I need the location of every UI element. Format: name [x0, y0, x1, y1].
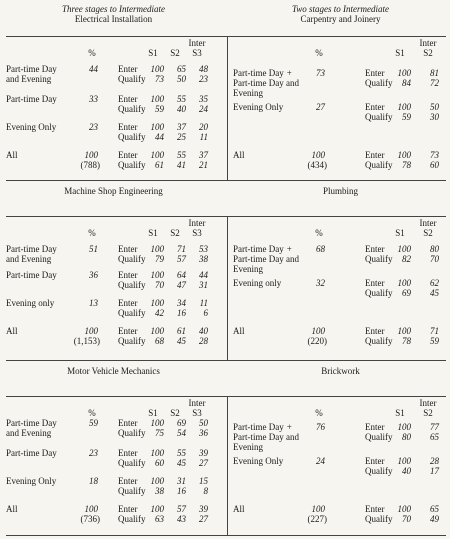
row-label-text: Evening Only	[6, 476, 57, 486]
enter-label: Enter	[365, 244, 385, 254]
enter-value: 40	[199, 326, 208, 336]
row-label-text: All	[233, 504, 245, 514]
qualify-value: 16	[177, 308, 186, 318]
row-percent: 13	[89, 298, 98, 308]
enter-value: 81	[430, 68, 439, 78]
row-label-text: Evening	[233, 264, 263, 274]
enter-value: 71	[177, 244, 186, 254]
row-percent: 100	[84, 326, 98, 336]
row-count: (1,153)	[73, 336, 100, 346]
enter-value: 65	[430, 504, 439, 514]
row-percent: 76	[316, 422, 325, 432]
enter-value: 100	[397, 504, 411, 514]
row-label-text: Part-time Day	[6, 64, 57, 74]
qualify-label: Qualify	[118, 132, 146, 142]
qualify-label: Qualify	[118, 74, 146, 84]
enter-value: 53	[199, 244, 208, 254]
qualify-value: 61	[155, 160, 164, 170]
row-percent: 24	[316, 456, 325, 466]
qualify-value: 21	[199, 160, 208, 170]
row-count: (227)	[307, 514, 327, 524]
enter-label: Enter	[365, 102, 385, 112]
qualify-value: 11	[199, 132, 208, 142]
enter-value: 55	[177, 94, 186, 104]
row-percent: 18	[89, 476, 98, 486]
row-label-text: Part-time Day	[233, 422, 284, 432]
enter-value: 50	[199, 418, 208, 428]
qualify-value: 8	[203, 486, 208, 496]
enter-label: Enter	[118, 64, 138, 74]
enter-value: 100	[397, 150, 411, 160]
stage-header: S2	[170, 228, 180, 238]
enter-value: 50	[430, 102, 439, 112]
row-label-text: All	[233, 150, 245, 160]
row-count: (434)	[307, 160, 327, 170]
stage-header: Inter S2	[419, 398, 437, 418]
panel-title	[233, 366, 448, 376]
qualify-value: 82	[402, 254, 411, 264]
enter-value: 100	[397, 278, 411, 288]
panel-title-line: Two stages to Intermediate	[291, 4, 390, 14]
qualify-value: 38	[155, 486, 164, 496]
enter-value: 65	[177, 64, 186, 74]
row-count: (220)	[307, 336, 327, 346]
qualify-label: Qualify	[118, 308, 146, 318]
row-percent: 32	[316, 278, 325, 288]
enter-label: Enter	[365, 456, 385, 466]
enter-value: 57	[177, 504, 186, 514]
enter-value: 100	[150, 448, 164, 458]
enter-label: Enter	[118, 94, 138, 104]
qualify-value: 45	[430, 288, 439, 298]
table-row	[6, 418, 221, 448]
enter-label: Enter	[365, 68, 385, 78]
qualify-value: 40	[177, 104, 186, 114]
row-label	[6, 448, 86, 458]
table-row	[6, 476, 221, 506]
row-label-text: Part-time Day	[233, 244, 284, 254]
row-label-text: Part-time Day and	[233, 78, 299, 88]
row-percent: 23	[89, 448, 98, 458]
qualify-value: 59	[155, 104, 164, 114]
row-label	[6, 504, 86, 514]
stage-header: S1	[395, 48, 405, 58]
qualify-value: 36	[199, 428, 208, 438]
qualify-value: 24	[199, 104, 208, 114]
qualify-value: 68	[155, 336, 164, 346]
qualify-value: 65	[430, 432, 439, 442]
enter-value: 100	[150, 244, 164, 254]
stage-header: Inter S3	[188, 398, 206, 418]
qualify-value: 38	[199, 254, 208, 264]
row-label-line	[6, 418, 86, 428]
qualify-value: 60	[430, 160, 439, 170]
enter-value: 44	[199, 270, 208, 280]
qualify-value: 60	[155, 458, 164, 468]
enter-label: Enter	[118, 504, 138, 514]
stage-header: S1	[148, 48, 158, 58]
enter-label: Enter	[118, 270, 138, 280]
row-label-text: Evening	[233, 442, 263, 452]
qualify-label: Qualify	[365, 288, 393, 298]
enter-value: 100	[397, 456, 411, 466]
stage-header: S1	[148, 228, 158, 238]
row-label-text: Part-time Day	[6, 244, 57, 254]
enter-value: 77	[430, 422, 439, 432]
enter-value: 100	[150, 326, 164, 336]
enter-label: Enter	[365, 504, 385, 514]
enter-label: Enter	[118, 418, 138, 428]
stage-header: S2	[170, 48, 180, 58]
qualify-label: Qualify	[365, 160, 393, 170]
enter-value: 100	[150, 150, 164, 160]
panel-title-line: Carpentry and Joinery	[300, 14, 381, 24]
row-label-text: Part-time Day	[6, 418, 57, 428]
enter-value: 34	[177, 298, 186, 308]
vertical-rule	[227, 216, 228, 360]
enter-label: Enter	[118, 298, 138, 308]
table-panel	[233, 0, 448, 539]
qualify-label: Qualify	[365, 336, 393, 346]
row-count: (736)	[80, 514, 100, 524]
row-percent: 68	[316, 244, 325, 254]
qualify-value: 70	[155, 280, 164, 290]
enter-value: 39	[199, 504, 208, 514]
qualify-label: Qualify	[118, 486, 146, 496]
qualify-value: 78	[402, 160, 411, 170]
enter-label: Enter	[118, 244, 138, 254]
enter-value: 15	[199, 476, 208, 486]
enter-value: 37	[199, 150, 208, 160]
plus-sign: +	[286, 68, 292, 78]
qualify-value: 78	[402, 336, 411, 346]
percent-header: %	[88, 408, 96, 418]
row-label-text: Evening Only	[233, 456, 284, 466]
row-percent: 100	[311, 504, 325, 514]
qualify-value: 31	[199, 280, 208, 290]
panel-title-line: Plumbing	[322, 186, 358, 196]
enter-label: Enter	[365, 422, 385, 432]
enter-value: 100	[150, 298, 164, 308]
enter-label: Enter	[118, 326, 138, 336]
qualify-value: 16	[177, 486, 186, 496]
row-percent: 100	[84, 504, 98, 514]
enter-label: Enter	[118, 448, 138, 458]
qualify-value: 73	[155, 74, 164, 84]
enter-value: 39	[199, 448, 208, 458]
vertical-rule	[227, 396, 228, 535]
row-label-text: All	[233, 326, 245, 336]
qualify-label: Qualify	[365, 112, 393, 122]
stage-header: S1	[148, 408, 158, 418]
enter-label: Enter	[365, 278, 385, 288]
enter-label: Enter	[118, 476, 138, 486]
enter-value: 31	[177, 476, 186, 486]
qualify-value: 43	[177, 514, 186, 524]
enter-value: 48	[199, 64, 208, 74]
enter-value: 100	[397, 422, 411, 432]
row-label-text: Part-time Day and	[233, 432, 299, 442]
stage-header: S2	[170, 408, 180, 418]
row-label-line	[6, 476, 86, 486]
qualify-label: Qualify	[118, 428, 146, 438]
enter-value: 100	[397, 68, 411, 78]
qualify-label: Qualify	[118, 254, 146, 264]
row-label-text: and Evening	[6, 74, 52, 84]
qualify-label: Qualify	[118, 458, 146, 468]
qualify-value: 23	[199, 74, 208, 84]
row-label-text: Part-time Day	[6, 94, 57, 104]
stage-header: Inter S3	[188, 218, 206, 238]
enter-value: 55	[177, 150, 186, 160]
qualify-value: 28	[199, 336, 208, 346]
qualify-value: 49	[430, 514, 439, 524]
qualify-value: 54	[177, 428, 186, 438]
row-label-text: Evening	[233, 88, 263, 98]
qualify-value: 45	[177, 336, 186, 346]
row-percent: 100	[311, 326, 325, 336]
row-percent: 100	[311, 150, 325, 160]
stage-header: S1	[395, 408, 405, 418]
row-label-text: and Evening	[6, 428, 52, 438]
enter-value: 69	[177, 418, 186, 428]
qualify-value: 17	[430, 466, 439, 476]
qualify-label: Qualify	[365, 78, 393, 88]
table-row	[233, 456, 448, 486]
row-percent: 59	[89, 418, 98, 428]
row-label-text: Part-time Day	[6, 448, 57, 458]
percent-header: %	[315, 228, 323, 238]
percent-header: %	[88, 228, 96, 238]
row-label-text: All	[6, 504, 18, 514]
qualify-value: 41	[177, 160, 186, 170]
enter-label: Enter	[118, 122, 138, 132]
row-percent: 36	[89, 270, 98, 280]
stage-header: Inter S2	[419, 218, 437, 238]
row-label-text: Part-time Day	[233, 68, 284, 78]
table-panel	[6, 0, 221, 539]
enter-value: 80	[430, 244, 439, 254]
qualify-label: Qualify	[118, 104, 146, 114]
row-percent: 73	[316, 68, 325, 78]
qualify-value: 80	[402, 432, 411, 442]
row-label-text: Evening only	[6, 298, 55, 308]
qualify-value: 57	[177, 254, 186, 264]
qualify-value: 84	[402, 78, 411, 88]
table-row	[6, 448, 221, 478]
enter-value: 100	[150, 504, 164, 514]
vertical-rule	[227, 36, 228, 180]
qualify-label: Qualify	[118, 514, 146, 524]
row-label-text: All	[6, 326, 18, 336]
qualify-label: Qualify	[118, 336, 146, 346]
row-label-text: Evening Only	[233, 102, 284, 112]
qualify-value: 63	[155, 514, 164, 524]
table-row	[6, 504, 221, 534]
percent-header: %	[315, 408, 323, 418]
panel-title-line: Machine Shop Engineering	[64, 186, 163, 196]
row-percent: 100	[84, 150, 98, 160]
enter-value: 100	[150, 418, 164, 428]
row-label-text: Part-time Day	[6, 270, 57, 280]
row-label-line	[6, 448, 86, 458]
stage-header: Inter S2	[419, 38, 437, 58]
row-label-line	[6, 428, 86, 438]
row-percent: 44	[89, 64, 98, 74]
panel-title-line: Electrical Installation	[74, 14, 153, 24]
table-row	[233, 422, 448, 452]
row-label-text: All	[6, 150, 18, 160]
qualify-value: 30	[430, 112, 439, 122]
qualify-value: 50	[177, 74, 186, 84]
enter-value: 37	[177, 122, 186, 132]
qualify-label: Qualify	[365, 466, 393, 476]
enter-value: 100	[397, 102, 411, 112]
qualify-value: 70	[430, 254, 439, 264]
row-label	[6, 418, 86, 438]
qualify-label: Qualify	[118, 160, 146, 170]
qualify-value: 69	[402, 288, 411, 298]
row-count: (788)	[80, 160, 100, 170]
row-percent: 27	[316, 102, 325, 112]
qualify-value: 72	[430, 78, 439, 88]
row-label-line	[233, 442, 333, 452]
enter-value: 100	[150, 270, 164, 280]
qualify-value: 75	[155, 428, 164, 438]
enter-value: 100	[150, 476, 164, 486]
panel-title	[6, 366, 221, 376]
enter-value: 100	[150, 122, 164, 132]
enter-value: 100	[397, 326, 411, 336]
enter-value: 20	[199, 122, 208, 132]
panel-title-line: Brickwork	[321, 366, 360, 376]
enter-value: 100	[150, 94, 164, 104]
enter-value: 64	[177, 270, 186, 280]
qualify-label: Qualify	[365, 514, 393, 524]
row-label-text: Part-time Day and	[233, 254, 299, 264]
table-row	[233, 504, 448, 534]
enter-value: 100	[150, 64, 164, 74]
row-percent: 33	[89, 94, 98, 104]
panel-title-line: Motor Vehicle Mechanics	[67, 366, 160, 376]
qualify-value: 40	[402, 466, 411, 476]
row-label-line	[233, 432, 333, 442]
row-label-text: Evening Only	[6, 122, 57, 132]
qualify-value: 70	[402, 514, 411, 524]
qualify-value: 25	[177, 132, 186, 142]
enter-value: 35	[199, 94, 208, 104]
qualify-value: 59	[430, 336, 439, 346]
qualify-value: 45	[177, 458, 186, 468]
enter-value: 100	[397, 244, 411, 254]
row-label-line	[6, 504, 86, 514]
stage-header: Inter S3	[188, 38, 206, 58]
qualify-value: 27	[199, 514, 208, 524]
qualify-value: 79	[155, 254, 164, 264]
qualify-value: 27	[199, 458, 208, 468]
plus-sign: +	[286, 422, 292, 432]
enter-value: 61	[177, 326, 186, 336]
qualify-value: 44	[155, 132, 164, 142]
qualify-label: Qualify	[118, 280, 146, 290]
enter-value: 11	[199, 298, 208, 308]
plus-sign: +	[286, 244, 292, 254]
row-percent: 51	[89, 244, 98, 254]
enter-value: 73	[430, 150, 439, 160]
row-percent: 23	[89, 122, 98, 132]
enter-label: Enter	[365, 150, 385, 160]
qualify-value: 47	[177, 280, 186, 290]
enter-value: 28	[430, 456, 439, 466]
panel-title-line: Three stages to Intermediate	[62, 4, 165, 14]
enter-label: Enter	[118, 150, 138, 160]
row-label-text: Evening only	[233, 278, 282, 288]
enter-label: Enter	[365, 326, 385, 336]
qualify-value: 42	[155, 308, 164, 318]
enter-value: 71	[430, 326, 439, 336]
percent-header: %	[88, 48, 96, 58]
stage-header: S1	[395, 228, 405, 238]
row-label	[6, 476, 86, 486]
row-label-text: and Evening	[6, 254, 52, 264]
enter-value: 55	[177, 448, 186, 458]
qualify-value: 6	[203, 308, 208, 318]
percent-header: %	[315, 48, 323, 58]
qualify-label: Qualify	[365, 254, 393, 264]
qualify-label: Qualify	[365, 432, 393, 442]
qualify-value: 59	[402, 112, 411, 122]
enter-value: 62	[430, 278, 439, 288]
